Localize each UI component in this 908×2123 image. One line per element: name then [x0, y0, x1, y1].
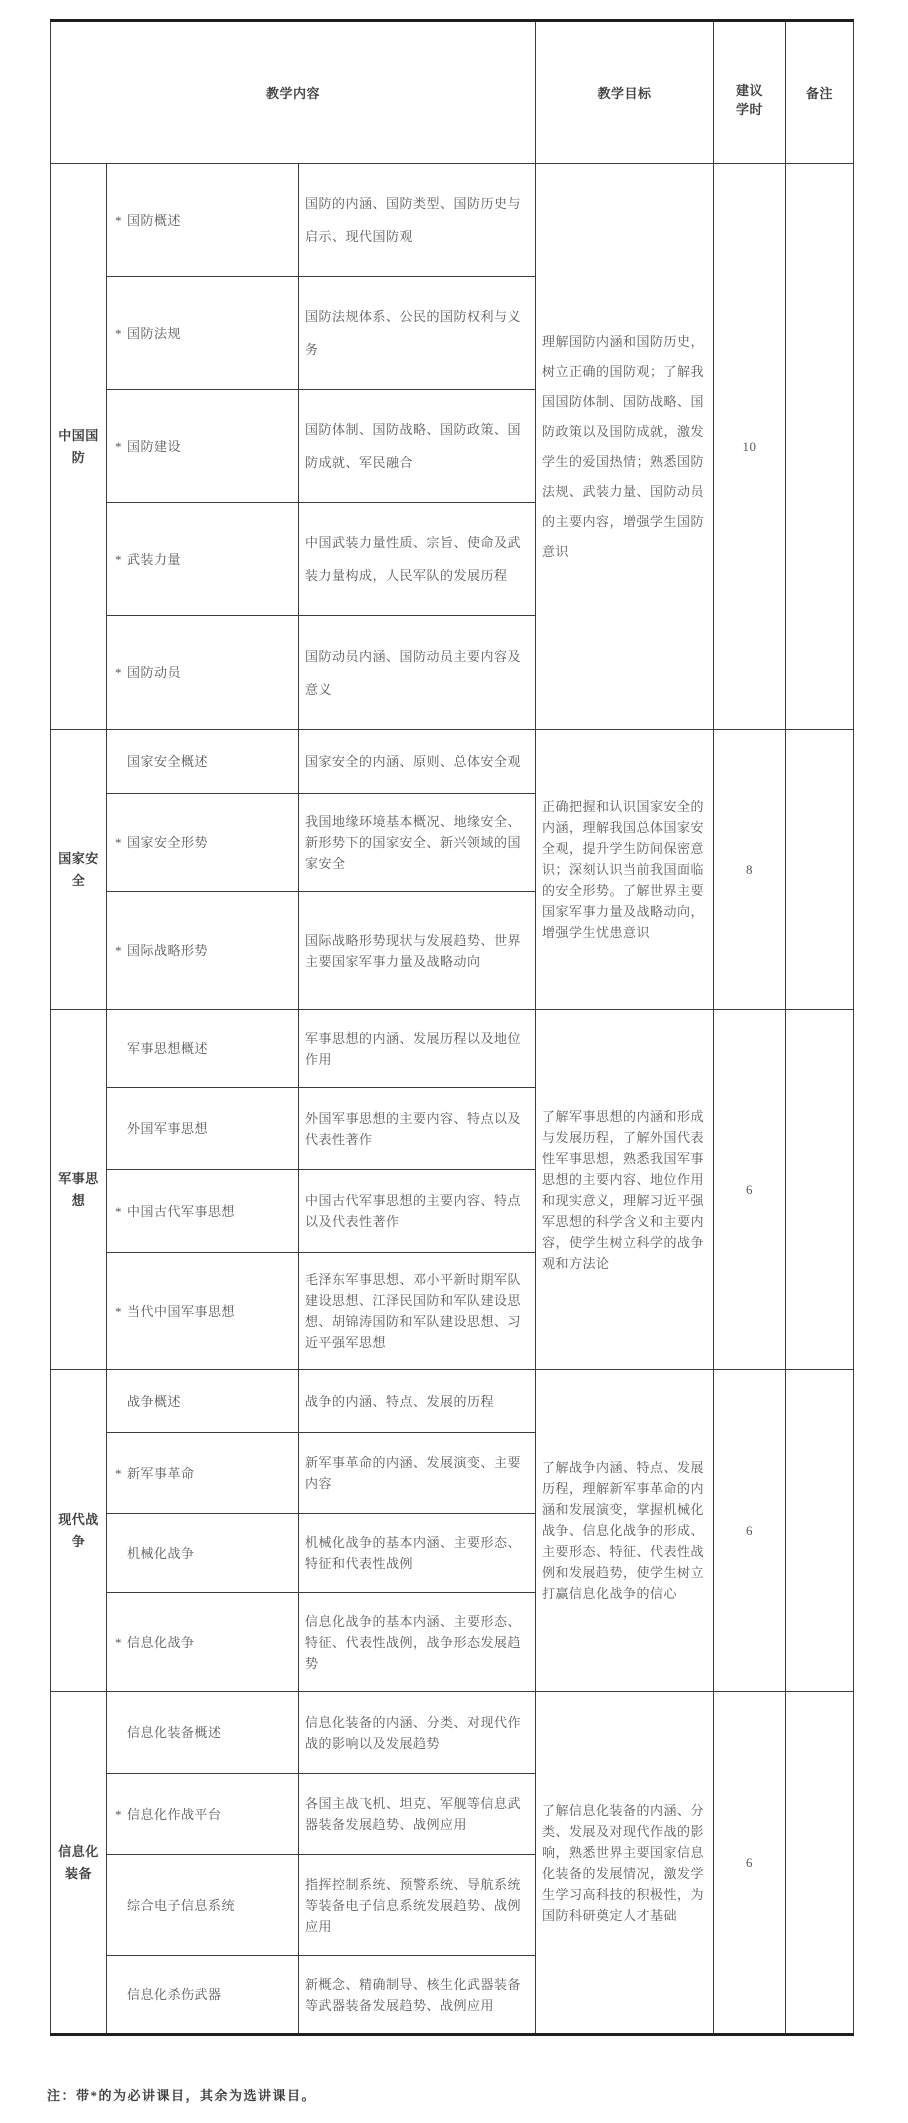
topic-cell	[107, 1855, 299, 1956]
hours-cell: 8	[714, 730, 786, 1010]
topic-label: 国防法规	[127, 325, 182, 341]
content-cell: 机械化战争的基本内涵、主要形态、特征和代表性战例	[299, 1514, 536, 1593]
topic-label: 国防动员	[127, 665, 182, 680]
group-cell: 国家安全	[51, 730, 107, 1010]
hours-cell: 6	[714, 1010, 786, 1370]
header-remark: 备注	[786, 21, 854, 164]
topic-label: 军事思想概述	[127, 1041, 209, 1056]
table-row	[51, 1370, 854, 1433]
remark-cell	[786, 1370, 854, 1692]
remark-cell	[786, 730, 854, 1010]
topic-cell	[107, 1370, 299, 1433]
topic-label: 外国军事思想	[127, 1121, 209, 1136]
topic-cell	[107, 730, 299, 794]
required-star: *	[115, 325, 122, 341]
required-star: *	[115, 1806, 122, 1822]
topic-cell	[107, 892, 299, 1010]
header-suggested-hours-line2: 学时	[736, 101, 764, 117]
topic-label: 国防建设	[127, 438, 182, 454]
topic-label: 国际战略形势	[127, 943, 209, 958]
remark-cell	[786, 164, 854, 730]
content-cell: 国家安全的内涵、原则、总体安全观	[299, 730, 536, 794]
topic-label: 信息化战争	[127, 1634, 195, 1650]
group-cell: 信息化装备	[51, 1692, 107, 2035]
topic-label: 国家安全概述	[127, 754, 209, 769]
topic-label: 国防概述	[127, 212, 182, 228]
required-star: *	[115, 438, 122, 454]
content-cell: 国防法规体系、公民的国防权利与义务	[299, 277, 536, 390]
content-cell: 我国地缘环境基本概况、地缘安全、新形势下的国家安全、新兴领域的国家安全	[299, 794, 536, 892]
course-table	[50, 19, 854, 2036]
topic-label: 信息化作战平台	[127, 1806, 222, 1822]
objective-cell: 了解信息化装备的内涵、分类、发展及对现代作战的影响，熟悉世界主要国家信息化装备的发展情况，激发学生学习高科技的积极性，为国防科研奠定人才基础	[536, 1692, 714, 2035]
content-cell: 信息化装备的内涵、分类、对现代作战的影响以及发展趋势	[299, 1692, 536, 1774]
topic-label: 机械化战争	[127, 1545, 195, 1561]
remark-cell	[786, 1692, 854, 2035]
required-star: *	[115, 212, 122, 228]
content-cell: 国际战略形势现状与发展趋势、世界主要国家军事力量及战略动向	[299, 892, 536, 1010]
required-star: *	[115, 1634, 122, 1650]
topic-cell	[107, 794, 299, 892]
objective-cell: 正确把握和认识国家安全的内涵，理解我国总体国家安全观，提升学生防间保密意识；深刻认识当前我国面临的安全形势。了解世界主要国家军事力量及战略动向，增强学生忧患意识	[536, 730, 714, 1010]
topic-cell	[107, 1010, 299, 1088]
content-cell: 国防体制、国防战略、国防政策、国防成就、军民融合	[299, 390, 536, 503]
topic-cell	[107, 277, 299, 390]
content-cell: 中国古代军事思想的主要内容、特点以及代表性著作	[299, 1170, 536, 1253]
topic-label: 信息化装备概述	[127, 1725, 222, 1740]
topic-label: 新军事革命	[127, 1465, 195, 1481]
table-body	[51, 164, 854, 2035]
required-star: *	[115, 551, 122, 567]
topic-cell	[107, 1692, 299, 1774]
topic-cell	[107, 1956, 299, 2035]
topic-label: 综合电子信息系统	[127, 1897, 236, 1913]
topic-cell	[107, 1253, 299, 1370]
table-row	[51, 164, 854, 277]
topic-cell	[107, 390, 299, 503]
required-star: *	[115, 1465, 122, 1481]
topic-cell	[107, 1774, 299, 1855]
topic-cell	[107, 1088, 299, 1170]
topic-cell	[107, 1170, 299, 1253]
topic-label: 武装力量	[127, 551, 182, 567]
required-star: *	[115, 665, 122, 680]
content-cell: 战争的内涵、特点、发展的历程	[299, 1370, 536, 1433]
topic-cell	[107, 1514, 299, 1593]
topic-label: 战争概述	[127, 1393, 182, 1409]
table-row	[51, 1010, 854, 1088]
content-cell: 军事思想的内涵、发展历程以及地位作用	[299, 1010, 536, 1088]
objective-cell: 了解战争内涵、特点、发展历程，理解新军事革命的内涵和发展演变，掌握机械化战争、信息化战争的形成、主要形态、特征、代表性战例和发展趋势，使学生树立打赢信息化战争的信心	[536, 1370, 714, 1692]
content-cell: 信息化战争的基本内涵、主要形态、特征、代表性战例，战争形态发展趋势	[299, 1593, 536, 1692]
required-star: *	[115, 1303, 122, 1319]
content-cell: 新军事革命的内涵、发展演变、主要内容	[299, 1433, 536, 1514]
content-cell: 新概念、精确制导、核生化武器装备等武器装备发展趋势、战例应用	[299, 1956, 536, 2035]
required-star: *	[115, 943, 122, 958]
hours-cell: 6	[714, 1692, 786, 2035]
content-cell: 指挥控制系统、预警系统、导航系统等装备电子信息系统发展趋势、战例应用	[299, 1855, 536, 1956]
topic-cell	[107, 503, 299, 616]
table-row	[51, 1692, 854, 1774]
topic-cell	[107, 1433, 299, 1514]
header-teaching-objective: 教学目标	[536, 21, 714, 164]
group-cell: 现代战争	[51, 1370, 107, 1692]
header-suggested-hours	[714, 21, 786, 164]
group-cell: 军事思想	[51, 1010, 107, 1370]
topic-label: 当代中国军事思想	[127, 1303, 236, 1319]
topic-cell	[107, 1593, 299, 1692]
topic-label: 中国古代军事思想	[127, 1203, 236, 1219]
required-star: *	[115, 1203, 122, 1219]
topic-cell	[107, 616, 299, 730]
objective-cell: 理解国防内涵和国防历史，树立正确的国防观；了解我国国防体制、国防战略、国防政策以及国防成就，激发学生的爱国热情；熟悉国防法规、武装力量、国防动员的主要内容，增强学生国防意识	[536, 164, 714, 730]
footnote: 注：带*的为必讲课目，其余为选讲课目。	[47, 2088, 317, 2103]
topic-label: 国家安全形势	[127, 835, 209, 850]
content-cell: 国防的内涵、国防类型、国防历史与启示、现代国防观	[299, 164, 536, 277]
content-cell: 各国主战飞机、坦克、军舰等信息武器装备发展趋势、战例应用	[299, 1774, 536, 1855]
group-cell: 中国国防	[51, 164, 107, 730]
hours-cell: 6	[714, 1370, 786, 1692]
content-cell: 国防动员内涵、国防动员主要内容及意义	[299, 616, 536, 730]
topic-label: 信息化杀伤武器	[127, 1987, 222, 2002]
topic-cell	[107, 164, 299, 277]
table-row	[51, 730, 854, 794]
objective-cell: 了解军事思想的内涵和形成与发展历程，了解外国代表性军事思想，熟悉我国军事思想的主要内容、地位作用和现实意义，理解习近平强军思想的科学含义和主要内容，使学生树立科学的战争观和方法论	[536, 1010, 714, 1370]
header-row	[51, 21, 854, 164]
content-cell: 外国军事思想的主要内容、特点以及代表性著作	[299, 1088, 536, 1170]
header-suggested-hours-line1: 建议	[736, 82, 764, 98]
content-cell: 毛泽东军事思想、邓小平新时期军队建设思想、江泽民国防和军队建设思想、胡锦涛国防和军队建设思想、习近平强军思想	[299, 1253, 536, 1370]
header-teaching-content: 教学内容	[51, 21, 536, 164]
remark-cell	[786, 1010, 854, 1370]
required-star: *	[115, 835, 122, 850]
hours-cell: 10	[714, 164, 786, 730]
content-cell: 中国武装力量性质、宗旨、使命及武装力量构成，人民军队的发展历程	[299, 503, 536, 616]
